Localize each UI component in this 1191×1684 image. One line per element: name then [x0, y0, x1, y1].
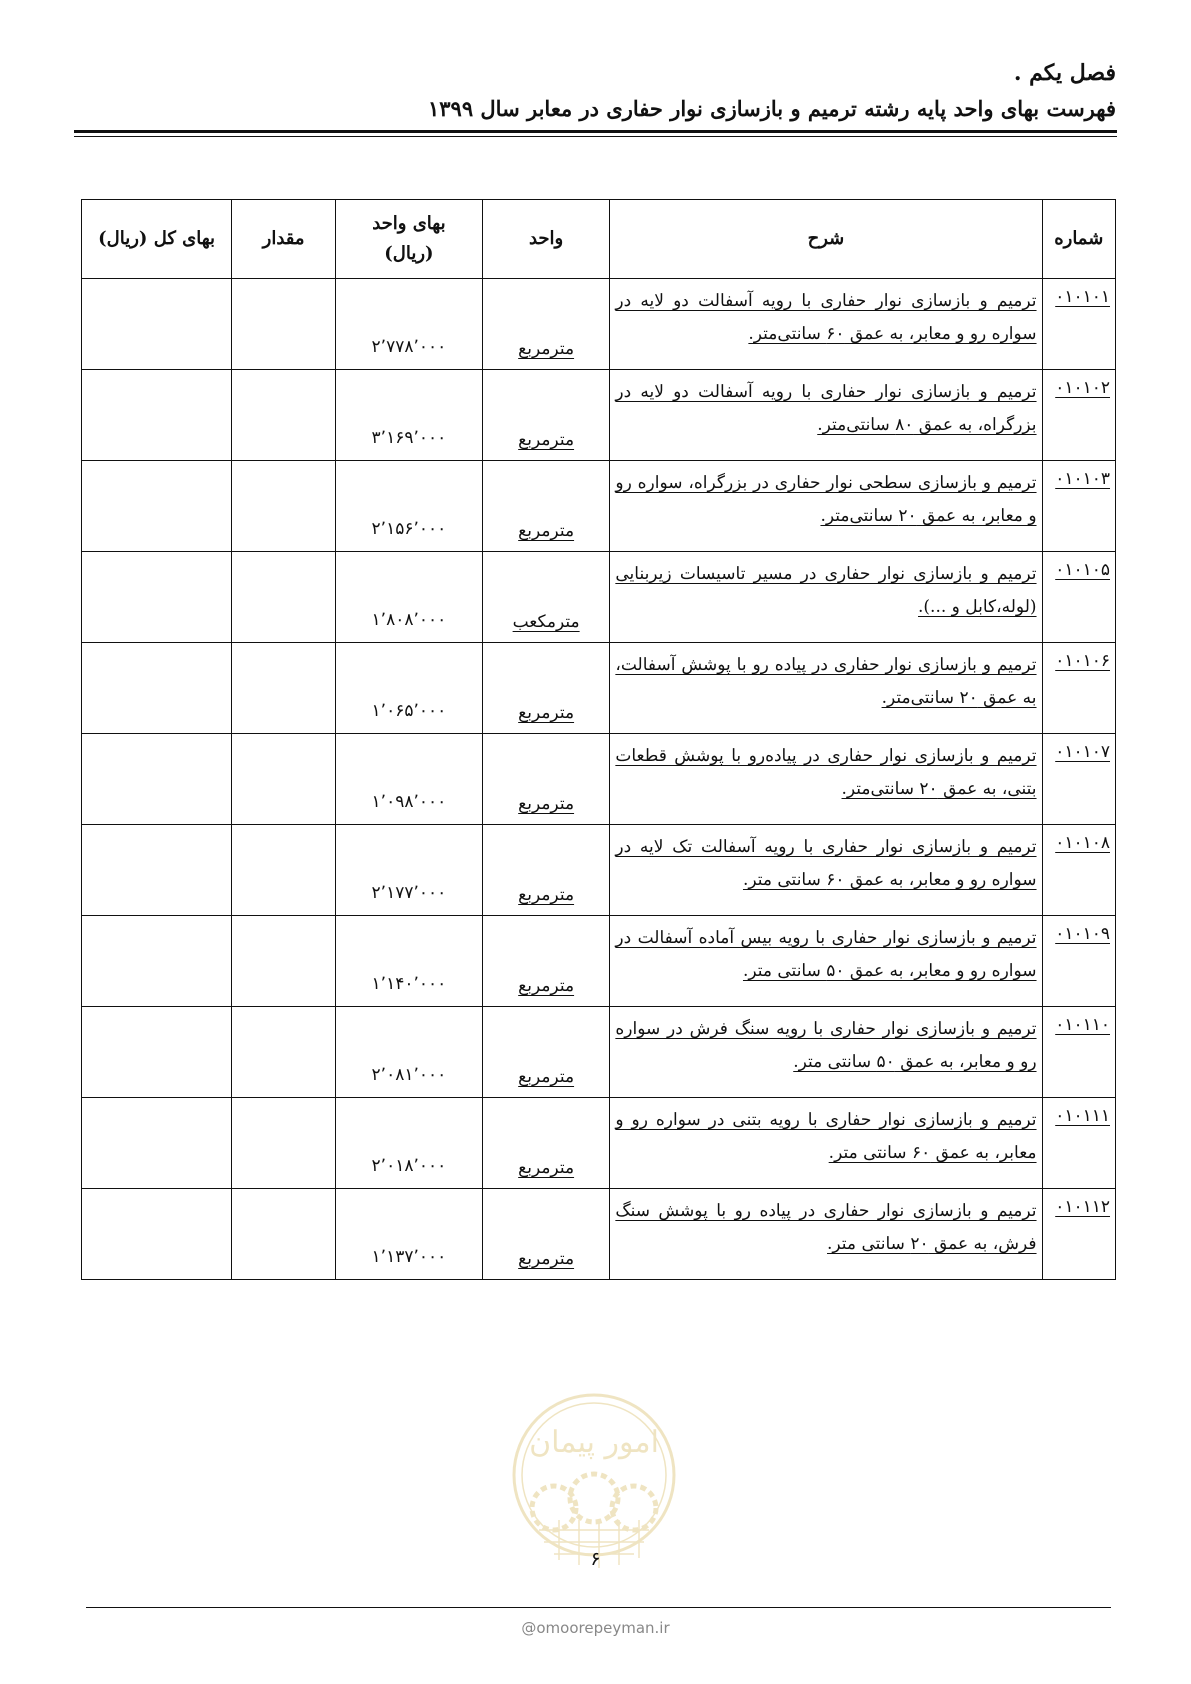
row-unit-price: ۱٬۱۴۰٬۰۰۰: [335, 916, 482, 1007]
row-description-cell: [610, 734, 1042, 825]
row-number: ۰۱۰۱۰۵: [1055, 560, 1110, 580]
row-unit-price: ۲٬۱۵۶٬۰۰۰: [335, 461, 482, 552]
col-header-unit: واحد: [482, 200, 609, 279]
row-quantity: [232, 552, 336, 643]
row-unit: مترمربع: [518, 794, 575, 814]
row-total: [82, 734, 232, 825]
row-quantity: [232, 279, 336, 370]
row-unit-cell: [482, 1189, 609, 1280]
row-unit-cell: [482, 825, 609, 916]
row-description-cell: [610, 1189, 1042, 1280]
row-total: [82, 1098, 232, 1189]
row-number-cell: [1042, 1098, 1115, 1189]
row-number-cell: [1042, 461, 1115, 552]
row-total: [82, 825, 232, 916]
row-unit-cell: [482, 734, 609, 825]
col-header-description: شرح: [610, 200, 1042, 279]
row-total: [82, 643, 232, 734]
row-description: ترمیم و بازسازی نوار حفاری با رویه بتنی در سواره رو و معابر، به عمق ۶۰ سانتی متر.: [615, 1110, 1037, 1163]
row-unit: مترمربع: [518, 430, 575, 450]
row-description-cell: [610, 552, 1042, 643]
row-number-cell: [1042, 370, 1115, 461]
row-unit-price: ۱٬۸۰۸٬۰۰۰: [335, 552, 482, 643]
col-header-total: بهای کل (ریال): [82, 200, 232, 279]
row-number: ۰۱۰۱۰۱: [1055, 287, 1110, 307]
row-total: [82, 1189, 232, 1280]
row-quantity: [232, 1098, 336, 1189]
row-unit-cell: [482, 1098, 609, 1189]
row-description-cell: [610, 825, 1042, 916]
row-total: [82, 279, 232, 370]
row-unit: مترمربع: [518, 1158, 575, 1178]
price-list-table: [81, 199, 1116, 1280]
row-unit-cell: [482, 916, 609, 1007]
row-number: ۰۱۰۱۰۹: [1055, 924, 1110, 944]
row-unit: مترمربع: [518, 885, 575, 905]
row-number-cell: [1042, 734, 1115, 825]
website-watermark: @omoorepeyman.ir: [521, 1619, 670, 1637]
table-row: [82, 279, 1116, 370]
row-quantity: [232, 916, 336, 1007]
row-quantity: [232, 461, 336, 552]
row-number-cell: [1042, 916, 1115, 1007]
row-number-cell: [1042, 825, 1115, 916]
row-description: ترمیم و بازسازی نوار حفاری با رویه بیس آماده آسفالت در سواره رو و معابر، به عمق ۵۰ سانتی متر.: [615, 928, 1037, 981]
row-unit: مترمربع: [518, 976, 575, 996]
row-quantity: [232, 1007, 336, 1098]
row-quantity: [232, 370, 336, 461]
row-total: [82, 1007, 232, 1098]
col-header-unit-price-line1: بهای واحد: [372, 213, 446, 234]
row-description-cell: [610, 1007, 1042, 1098]
row-unit: مترمکعب: [512, 612, 580, 632]
table-row: [82, 916, 1116, 1007]
col-header-number: شماره: [1042, 200, 1115, 279]
row-unit-price: ۲٬۰۸۱٬۰۰۰: [335, 1007, 482, 1098]
row-description: ترمیم و بازسازی نوار حفاری در پیاده رو با پوشش سنگ فرش، به عمق ۲۰ سانتی متر.: [615, 1201, 1037, 1254]
row-unit-price: ۲٬۷۷۸٬۰۰۰: [335, 279, 482, 370]
row-description-cell: [610, 916, 1042, 1007]
row-unit-price: ۲٬۱۷۷٬۰۰۰: [335, 825, 482, 916]
row-number: ۰۱۰۱۰۶: [1055, 651, 1110, 671]
row-quantity: [232, 734, 336, 825]
row-number: ۰۱۰۱۱۲: [1055, 1197, 1110, 1217]
table-row: [82, 825, 1116, 916]
row-number: ۰۱۰۱۰۳: [1055, 469, 1110, 489]
table-row: [82, 734, 1116, 825]
row-unit-cell: [482, 279, 609, 370]
row-quantity: [232, 825, 336, 916]
table-row: [82, 643, 1116, 734]
row-description: ترمیم و بازسازی نوار حفاری با رویه سنگ فرش در سواره رو و معابر، به عمق ۵۰ سانتی متر.: [615, 1019, 1037, 1072]
row-description: ترمیم و بازسازی نوار حفاری با رویه آسفالت دو لایه در سواره رو و معابر، به عمق ۶۰ سانتی‌متر.: [615, 291, 1037, 344]
row-number-cell: [1042, 1007, 1115, 1098]
chapter-heading: فصل یکم .: [1013, 60, 1116, 86]
row-description: ترمیم و بازسازی نوار حفاری با رویه آسفالت تک لایه در سواره رو و معابر، به عمق ۶۰ سانتی متر.: [615, 837, 1037, 890]
header-rule-thick: [74, 130, 1117, 133]
row-number: ۰۱۰۱۰۷: [1055, 742, 1110, 762]
table-header-row: [82, 200, 1116, 279]
watermark-text: امور پیمان: [529, 1425, 659, 1460]
row-unit-cell: [482, 552, 609, 643]
row-unit-cell: [482, 370, 609, 461]
row-number-cell: [1042, 1189, 1115, 1280]
row-unit: مترمربع: [518, 521, 575, 541]
row-description-cell: [610, 461, 1042, 552]
row-number: ۰۱۰۱۰۸: [1055, 833, 1110, 853]
row-total: [82, 552, 232, 643]
row-description: ترمیم و بازسازی نوار حفاری در پیاده رو با پوشش آسفالت، به عمق ۲۰ سانتی‌متر.: [615, 655, 1037, 708]
row-unit-price: ۲٬۰۱۸٬۰۰۰: [335, 1098, 482, 1189]
row-description: ترمیم و بازسازی نوار حفاری در مسیر تاسیسات زیربنایی (لوله،کابل و ...).: [615, 564, 1037, 617]
table-row: [82, 370, 1116, 461]
row-description: ترمیم و بازسازی نوار حفاری در پیاده‌رو با پوشش قطعات بتنی، به عمق ۲۰ سانتی‌متر.: [615, 746, 1037, 799]
row-total: [82, 916, 232, 1007]
table-row: [82, 461, 1116, 552]
row-number: ۰۱۰۱۰۲: [1055, 378, 1110, 398]
table-row: [82, 552, 1116, 643]
row-unit-price: ۳٬۱۶۹٬۰۰۰: [335, 370, 482, 461]
row-number-cell: [1042, 279, 1115, 370]
row-quantity: [232, 643, 336, 734]
row-description-cell: [610, 643, 1042, 734]
row-unit-price: ۱٬۱۳۷٬۰۰۰: [335, 1189, 482, 1280]
row-number-cell: [1042, 552, 1115, 643]
row-description-cell: [610, 370, 1042, 461]
page-number: ۶: [590, 1548, 601, 1570]
footer-rule: [86, 1607, 1111, 1608]
row-unit: مترمربع: [518, 703, 575, 723]
table-row: [82, 1189, 1116, 1280]
row-number: ۰۱۰۱۱۱: [1055, 1106, 1110, 1126]
row-total: [82, 461, 232, 552]
row-number: ۰۱۰۱۱۰: [1055, 1015, 1110, 1035]
row-unit-cell: [482, 643, 609, 734]
table-row: [82, 1098, 1116, 1189]
row-description: ترمیم و بازسازی سطحی نوار حفاری در بزرگراه، سواره رو و معابر، به عمق ۲۰ سانتی‌متر.: [615, 473, 1037, 526]
row-description-cell: [610, 1098, 1042, 1189]
header-rule-thin: [74, 136, 1117, 137]
row-description-cell: [610, 279, 1042, 370]
row-unit-price: ۱٬۰۶۵٬۰۰۰: [335, 643, 482, 734]
row-unit-price: ۱٬۰۹۸٬۰۰۰: [335, 734, 482, 825]
col-header-unit-price-line2: (ریال): [384, 243, 434, 264]
row-unit-cell: [482, 1007, 609, 1098]
table-row: [82, 1007, 1116, 1098]
row-quantity: [232, 1189, 336, 1280]
row-total: [82, 370, 232, 461]
row-unit: مترمربع: [518, 1067, 575, 1087]
document-title: فهرست بهای واحد پایه رشته ترمیم و بازسازی نوار حفاری در معابر سال ۱۳۹۹: [427, 96, 1116, 121]
row-number-cell: [1042, 643, 1115, 734]
row-unit: مترمربع: [518, 1249, 575, 1269]
row-description: ترمیم و بازسازی نوار حفاری با رویه آسفالت دو لایه در بزرگراه، به عمق ۸۰ سانتی‌متر.: [615, 382, 1037, 435]
col-header-unit-price: [335, 200, 482, 279]
row-unit: مترمربع: [518, 339, 575, 359]
row-unit-cell: [482, 461, 609, 552]
col-header-quantity: مقدار: [232, 200, 336, 279]
